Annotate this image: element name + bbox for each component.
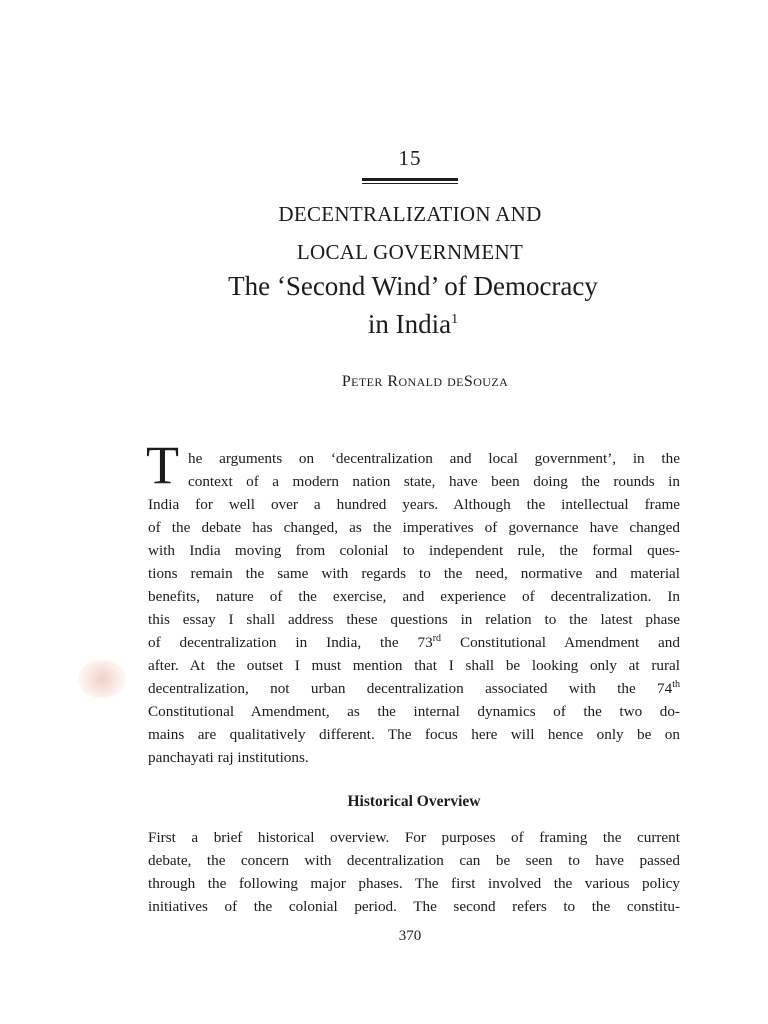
ordinal-rd: rd (432, 633, 442, 644)
chapter-title-line-1: DECENTRALIZATION AND (278, 202, 542, 226)
body-line-6: tions remain the same with regards to the need, normative and material (148, 565, 680, 582)
chapter-title-line-2: LOCAL GOVERNMENT (296, 240, 524, 264)
body-line-8: this essay I shall address these questions in relation to the latest phase (148, 611, 680, 628)
chapter-subtitle-line-1: The ‘Second Wind’ of Democracy (228, 271, 598, 301)
chapter-rule-thin (362, 183, 458, 184)
body-line-10: after. At the outset I must mention that I shall be looking only at rural (148, 657, 680, 674)
drop-cap: T (146, 435, 179, 495)
chapter-number: 15 (398, 146, 422, 170)
body-line-14: panchayati raj institutions. (148, 749, 309, 766)
body-line-4: of the debate has changed, as the imperatives of governance have changed (148, 519, 680, 536)
body-line-9-b: Constitutional Amendment and (441, 634, 680, 651)
page-number: 370 (398, 928, 422, 944)
body-line-11-a: decentralization, not urban decentralization associated with the 74 (148, 680, 673, 697)
body-line-9-a: of decentralization in India, the 73 (148, 634, 433, 651)
paper-stain (78, 660, 126, 698)
section-line-3: through the following major phases. The first involved the various policy (148, 875, 680, 892)
body-line-2: context of a modern nation state, have been doing the rounds in (188, 473, 680, 490)
author-initial-s: S (463, 373, 474, 390)
chapter-subtitle-line-2 (0, 309, 768, 340)
section-heading: Historical Overview (347, 793, 481, 810)
section-line-2: debate, the concern with decentralization can be seen to have passed (148, 852, 680, 869)
author-initial-p: P (341, 373, 352, 390)
body-line-12: Constitutional Amendment, as the internal dynamics of the two do- (148, 703, 680, 720)
body-line-11 (148, 677, 680, 700)
subtitle-text: in India (367, 309, 452, 339)
section-line-4: initiatives of the colonial period. The second refers to the constitu- (148, 898, 680, 915)
body-line-1: he arguments on ‘decentralization and local government’, in the (188, 450, 680, 467)
ordinal-th: th (672, 679, 680, 690)
author-part-2: onald de (398, 371, 464, 390)
body-line-13: mains are qualitatively different. The focus here will hence only be on (148, 726, 680, 743)
section-line-1: First a brief historical overview. For purposes of framing the current (148, 829, 680, 846)
footnote-marker[interactable]: 1 (451, 312, 459, 327)
body-line-7: benefits, nature of the exercise, and experience of decentralization. In (148, 588, 680, 605)
chapter-rule-thick (362, 178, 458, 181)
body-line-3: India for well over a hundred years. Although the intellectual frame (148, 496, 680, 513)
body-line-5: with India moving from colonial to independent rule, the formal ques- (148, 542, 680, 559)
author-part-3: ouza (473, 371, 509, 390)
body-line-9 (148, 631, 680, 654)
author-initial-r: R (387, 373, 399, 390)
author-name (0, 371, 768, 391)
author-part-1: eter (351, 371, 388, 390)
